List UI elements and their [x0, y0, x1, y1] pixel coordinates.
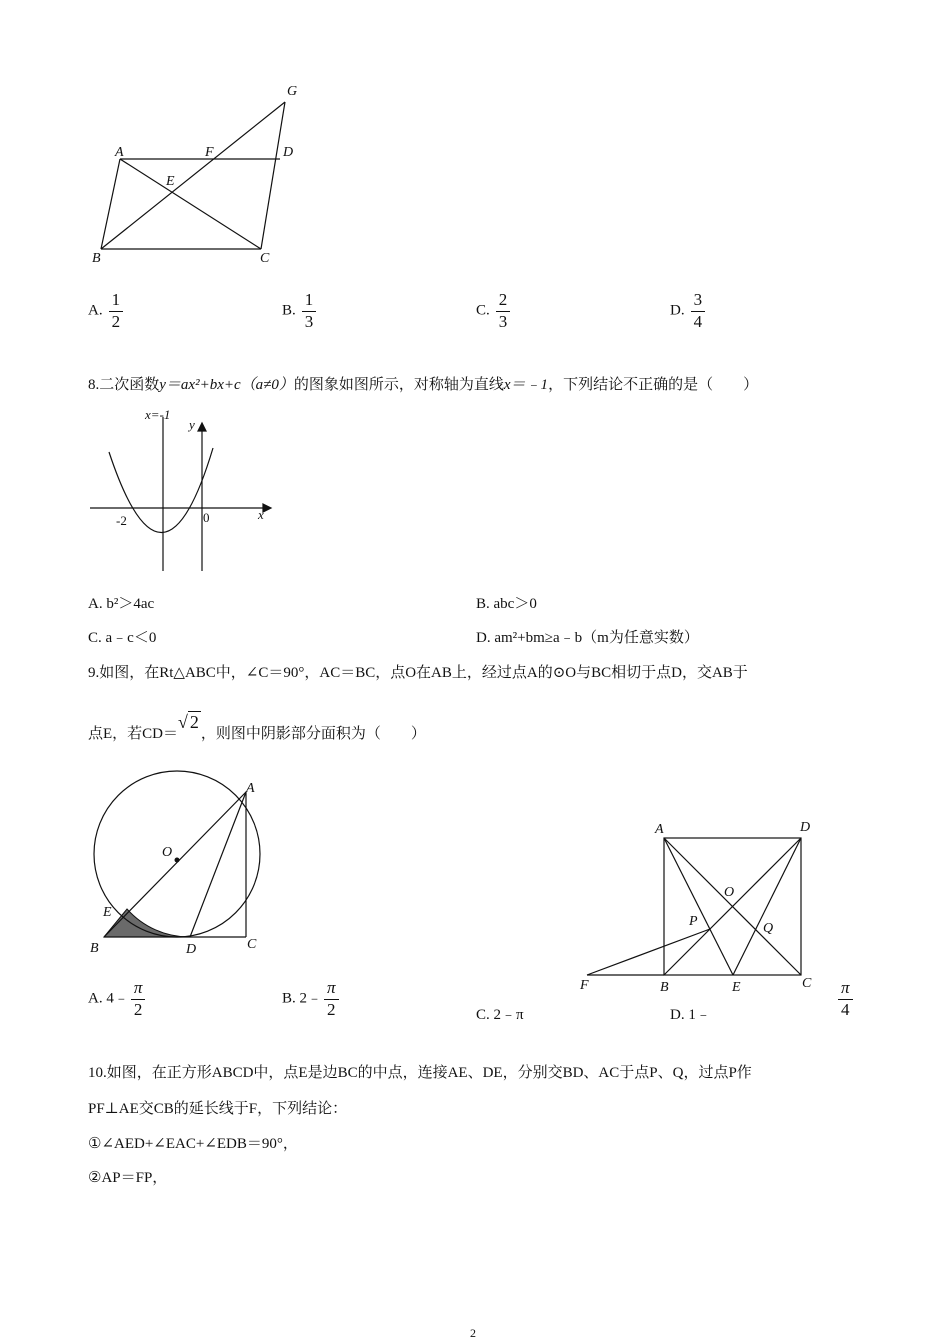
q8-option-a: A. b²＞4ac: [88, 596, 155, 612]
q9-option-d: D. 1﹣: [670, 1007, 711, 1023]
q8-y-label: y: [189, 417, 195, 432]
label-O: O: [724, 885, 735, 900]
q9-stem-line2: 点E，若CD＝√ 2，则图中阴影部分面积为（ ）: [88, 712, 426, 742]
q7-option-d: D. $\frac{3}{4}$: [670, 290, 705, 332]
q7-option-a: A. $\frac{1}{2}$: [88, 290, 123, 332]
label-E: E: [166, 174, 175, 189]
q9-option-c: C. 2﹣π: [476, 1007, 524, 1023]
label-Q: Q: [763, 921, 774, 936]
label-C: C: [247, 937, 257, 952]
sqrt-symbol: √ 2: [178, 712, 199, 732]
label-B: B: [92, 251, 101, 266]
label-D: D: [800, 820, 811, 835]
label-B: B: [90, 941, 99, 956]
label-F: F: [580, 978, 589, 993]
q7-option-b: B. $\frac{1}{3}$: [282, 290, 316, 332]
label-D: D: [186, 942, 197, 957]
q10-figure: [575, 815, 835, 995]
q8-graph: [85, 405, 285, 575]
label-C: C: [260, 251, 270, 266]
label-G: G: [287, 84, 298, 99]
q8-stem: 8.二次函数y＝ax²+bx+c（a≠0）的图象如图所示，对称轴为直线x＝﹣1，下列结论不正确的是（ ）: [88, 377, 759, 393]
q9-option-b: B. 2﹣ $\frac{\pi}{2}$: [282, 978, 339, 1020]
q9-option-d-fraction: $\frac{\pi}{4}$: [832, 978, 853, 1020]
label-F: F: [205, 145, 214, 160]
q7-figure: [80, 75, 320, 275]
q10-item-1: ①∠AED+∠EAC+∠EDB＝90°，: [88, 1136, 298, 1152]
q10-stem-line2: PF⊥AE交CB的延长线于F，下列结论：: [88, 1101, 348, 1117]
q9-stem-line1: 9.如图，在Rt△ABC中，∠C＝90°，AC＝BC，点O在AB上，经过点A的⊙O与BC相切于点D，交AB于: [88, 665, 748, 681]
q8-tick-zero: 0: [203, 510, 210, 525]
q8-tick-neg2: -2: [116, 513, 127, 528]
q8-x-label: x: [258, 507, 264, 522]
page-number: 2: [470, 1326, 476, 1340]
label-P: P: [689, 914, 698, 929]
q9-figure: [80, 765, 290, 965]
label-E: E: [732, 980, 741, 995]
label-A: A: [246, 781, 255, 796]
q8-option-c: C. a﹣c＜0: [88, 630, 157, 646]
label-A: A: [655, 822, 664, 837]
q10-stem-line1: 10.如图，在正方形ABCD中，点E是边BC的中点，连接AE、DE，分别交BD、AC于点P、Q，过点P作: [88, 1065, 752, 1081]
q8-axis-label: x=-1: [145, 407, 171, 422]
label-B: B: [660, 980, 669, 995]
label-A: A: [115, 145, 124, 160]
q10-item-2: ②AP＝FP，: [88, 1170, 168, 1186]
q8-option-d: D. am²+bm≥a﹣b（m为任意实数）: [476, 630, 699, 646]
label-D: D: [283, 145, 294, 160]
q8-option-b: B. abc＞0: [476, 596, 537, 612]
q7-option-c: C. $\frac{2}{3}$: [476, 290, 510, 332]
label-O: O: [162, 845, 173, 860]
label-E: E: [103, 905, 112, 920]
q9-option-a: A. 4﹣ $\frac{\pi}{2}$: [88, 978, 145, 1020]
label-C: C: [802, 976, 812, 991]
